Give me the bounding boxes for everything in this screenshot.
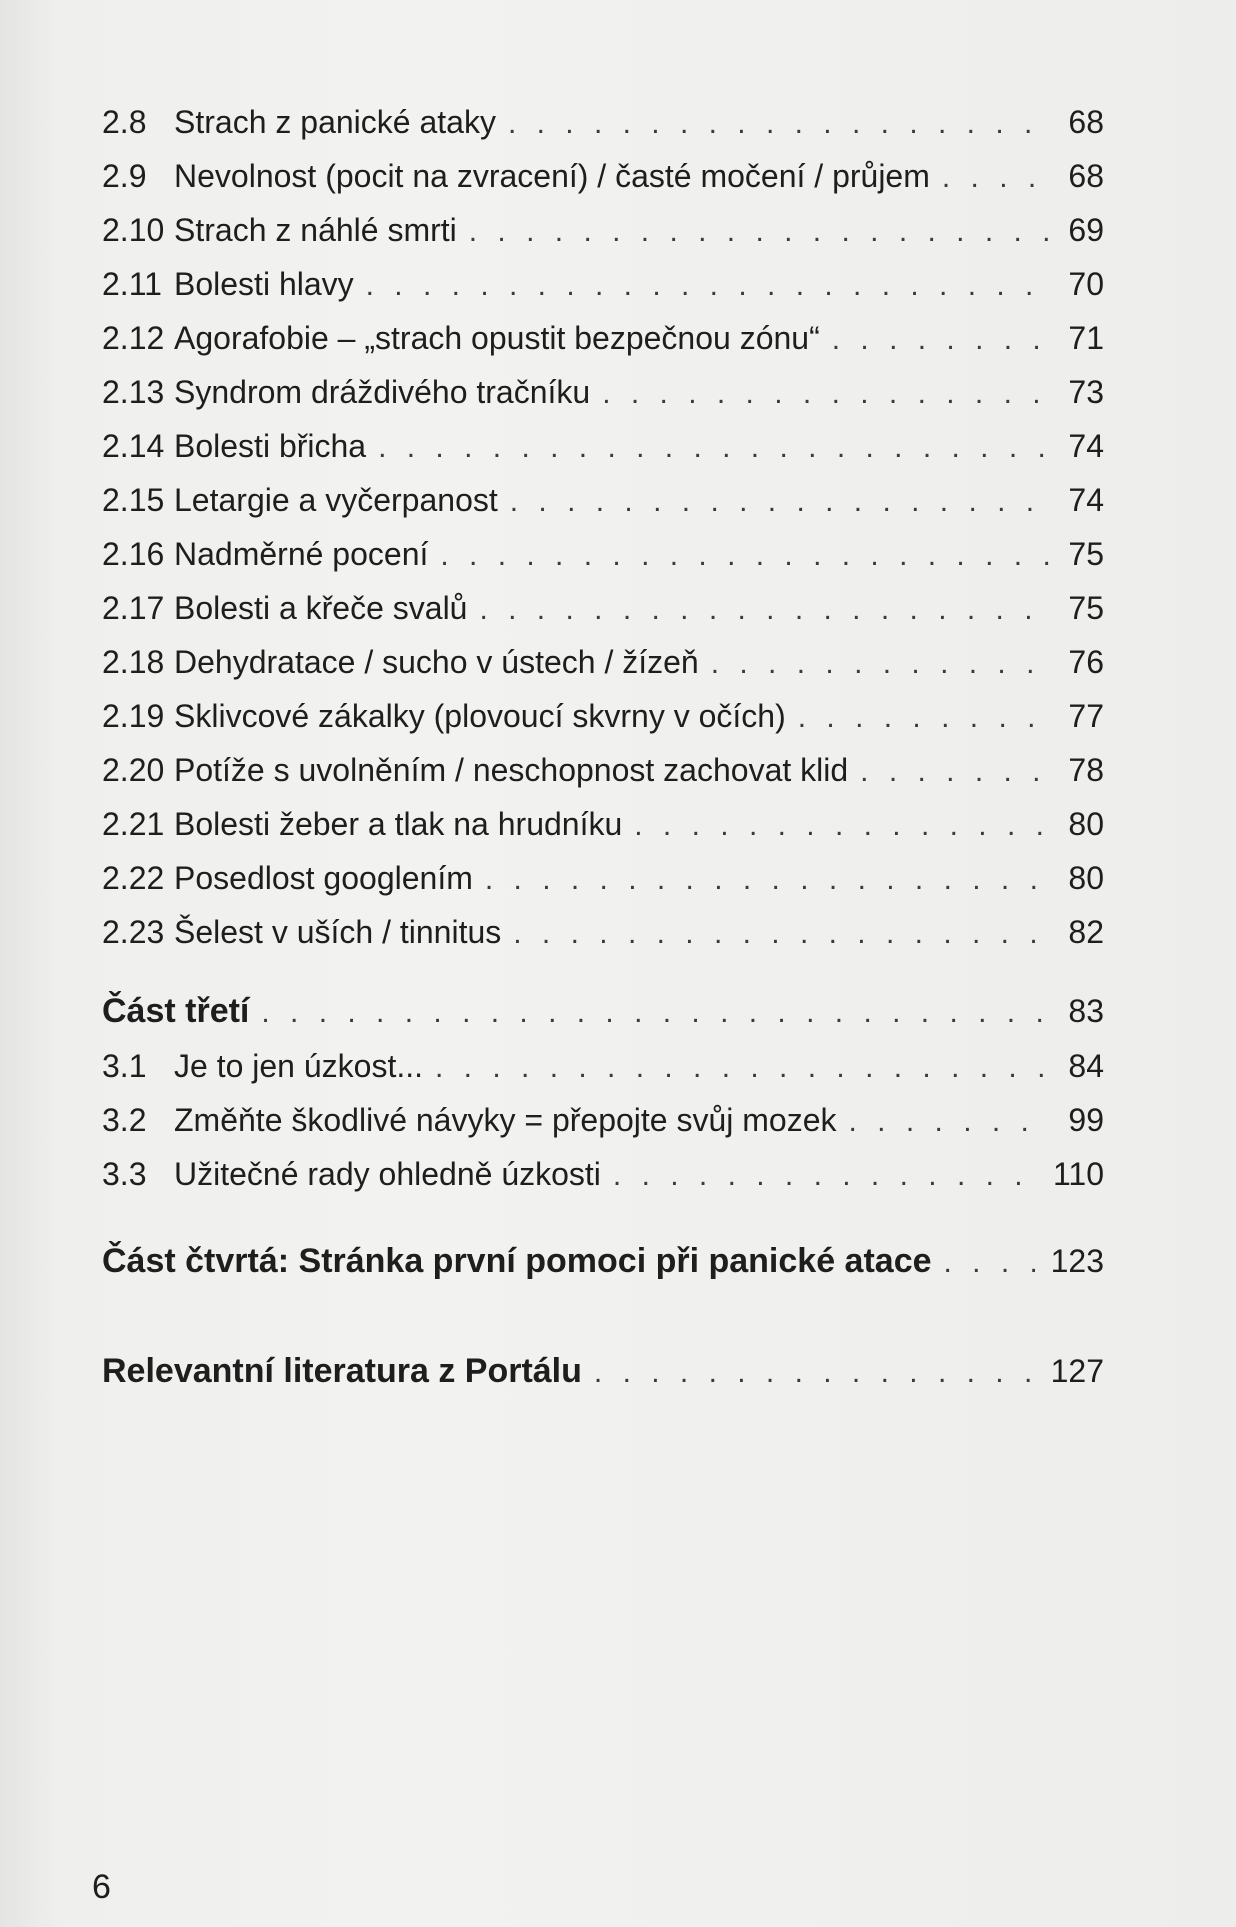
toc-entry-number: 2.17 (102, 590, 165, 626)
page-number: 6 (92, 1868, 111, 1906)
toc-page-number: 76 (1068, 644, 1104, 680)
table-of-contents (102, 104, 1104, 1391)
toc-entry-number: 2.8 (102, 104, 147, 140)
toc-page-number: 82 (1068, 914, 1104, 950)
toc-entry-number: 3.3 (102, 1156, 147, 1192)
toc-page-number: 83 (1068, 993, 1104, 1029)
toc-leader-dots (602, 377, 1052, 411)
toc-entry (102, 752, 1104, 806)
toc-leader-dots (711, 647, 1053, 681)
toc-entry-title: Strach z panické ataky (174, 104, 496, 140)
toc-page-number: 75 (1068, 590, 1104, 626)
toc-page-number: 78 (1068, 752, 1104, 788)
toc-leader-dots (942, 161, 1053, 195)
toc-entry-title: Sklivcové zákalky (plovoucí skvrny v očích) (174, 698, 786, 734)
toc-entry-number: 2.22 (102, 860, 165, 896)
toc-entry (102, 914, 1104, 968)
toc-entry (102, 1156, 1104, 1210)
toc-page-number: 71 (1068, 320, 1104, 356)
toc-leader-dots (510, 485, 1053, 519)
toc-entry (102, 1102, 1104, 1156)
toc-leader-dots (613, 1159, 1037, 1193)
toc-leader-dots (832, 323, 1053, 357)
toc-entry-title: Bolesti hlavy (174, 266, 354, 302)
toc-leader-dots (849, 1105, 1053, 1139)
toc-entry (102, 374, 1104, 428)
toc-leader-dots (513, 917, 1052, 951)
toc-entry (102, 212, 1104, 266)
toc-entry-number: 2.12 (102, 320, 165, 356)
toc-entry (102, 428, 1104, 482)
toc-page-number: 74 (1068, 482, 1104, 518)
toc-entry-title: Agorafobie – „strach opustit bezpečnou zónu“ (174, 320, 820, 356)
toc-leader-dots (261, 996, 1052, 1030)
toc-part-3-items (102, 1048, 1104, 1210)
toc-page-number: 84 (1068, 1048, 1104, 1084)
toc-page-number: 74 (1068, 428, 1104, 464)
toc-entry-number: 2.20 (102, 752, 165, 788)
toc-page-number: 69 (1068, 212, 1104, 248)
toc-entry-title: Letargie a vyčerpanost (174, 482, 498, 518)
toc-page-number: 123 (1050, 1243, 1104, 1279)
toc-leader-dots (944, 1246, 1035, 1280)
toc-leader-dots (366, 269, 1053, 303)
toc-entry-title: Změňte škodlivé návyky = přepojte svůj mozek (174, 1102, 837, 1138)
toc-leader-dots (594, 1356, 1035, 1390)
toc-part-3 (102, 992, 1104, 1048)
toc-page-number: 80 (1068, 806, 1104, 842)
toc-entry-title: Dehydratace / sucho v ústech / žízeň (174, 644, 699, 680)
toc-part-title: Část čtvrtá: Stránka první pomoci při panické atace (102, 1242, 932, 1280)
toc-entry-number: 2.15 (102, 482, 165, 518)
toc-entry (102, 644, 1104, 698)
toc-page-number: 73 (1068, 374, 1104, 410)
toc-entry (102, 1048, 1104, 1102)
toc-leader-dots (469, 215, 1053, 249)
toc-entry-title: Syndrom dráždivého tračníku (174, 374, 591, 410)
toc-page-number: 99 (1068, 1102, 1104, 1138)
toc-entry-title: Nevolnost (pocit na zvracení) / časté močení / průjem (174, 158, 930, 194)
toc-entry (102, 104, 1104, 158)
toc-page-number: 110 (1052, 1156, 1104, 1192)
toc-entry-title: Je to jen úzkost... (174, 1048, 424, 1084)
toc-entry-title: Nadměrné pocení (174, 536, 429, 572)
toc-page-number: 68 (1068, 104, 1104, 140)
toc-entry (102, 806, 1104, 860)
toc-entry-number: 2.19 (102, 698, 165, 734)
toc-entry-number: 2.23 (102, 914, 165, 950)
toc-entry-number: 2.11 (102, 266, 162, 302)
toc-entry-number: 2.21 (102, 806, 165, 842)
toc-leader-dots (860, 755, 1052, 789)
toc-part-title: Část třetí (102, 992, 250, 1030)
toc-leader-dots (378, 431, 1052, 465)
toc-page-number: 68 (1068, 158, 1104, 194)
toc-page-number: 127 (1050, 1353, 1104, 1389)
toc-entry-number: 2.13 (102, 374, 165, 410)
toc-entry (102, 698, 1104, 752)
toc-entry-title: Potíže s uvolněním / neschopnost zachovat klid (174, 752, 849, 788)
toc-leader-dots (798, 701, 1053, 735)
toc-entry (102, 590, 1104, 644)
toc-entry-number: 2.9 (102, 158, 147, 194)
toc-entry-number: 3.1 (102, 1048, 147, 1084)
toc-part-4 (102, 1242, 1104, 1352)
toc-entry-title: Šelest v uších / tinnitus (174, 914, 502, 950)
toc-entry-title: Posedlost googlením (174, 860, 473, 896)
toc-entry-title: Užitečné rady ohledně úzkosti (174, 1156, 601, 1192)
toc-entry-number: 2.18 (102, 644, 165, 680)
toc-entry (102, 482, 1104, 536)
toc-leader-dots (440, 539, 1052, 573)
toc-leader-dots (634, 809, 1052, 843)
toc-literature (102, 1352, 1104, 1391)
toc-entry-number: 3.2 (102, 1102, 147, 1138)
toc-part-title: Relevantní literatura z Portálu (102, 1352, 582, 1390)
toc-entry (102, 266, 1104, 320)
toc-page-number: 77 (1068, 698, 1104, 734)
toc-entry-number: 2.16 (102, 536, 165, 572)
toc-entry-title: Bolesti břicha (174, 428, 367, 464)
toc-entry (102, 860, 1104, 914)
toc-entry-number: 2.10 (102, 212, 165, 248)
toc-entry-title: Bolesti a křeče svalů (174, 590, 468, 626)
toc-leader-dots (485, 863, 1053, 897)
toc-entry (102, 158, 1104, 212)
toc-subsections (102, 104, 1104, 968)
toc-leader-dots (435, 1051, 1052, 1085)
toc-page-number: 80 (1068, 860, 1104, 896)
toc-entry (102, 320, 1104, 374)
toc-page-number: 70 (1068, 266, 1104, 302)
toc-page-number: 75 (1068, 536, 1104, 572)
toc-entry-title: Bolesti žeber a tlak na hrudníku (174, 806, 623, 842)
toc-entry (102, 536, 1104, 590)
toc-leader-dots (508, 107, 1052, 141)
toc-entry-title: Strach z náhlé smrti (174, 212, 457, 248)
toc-leader-dots (479, 593, 1052, 627)
toc-entry-number: 2.14 (102, 428, 165, 464)
